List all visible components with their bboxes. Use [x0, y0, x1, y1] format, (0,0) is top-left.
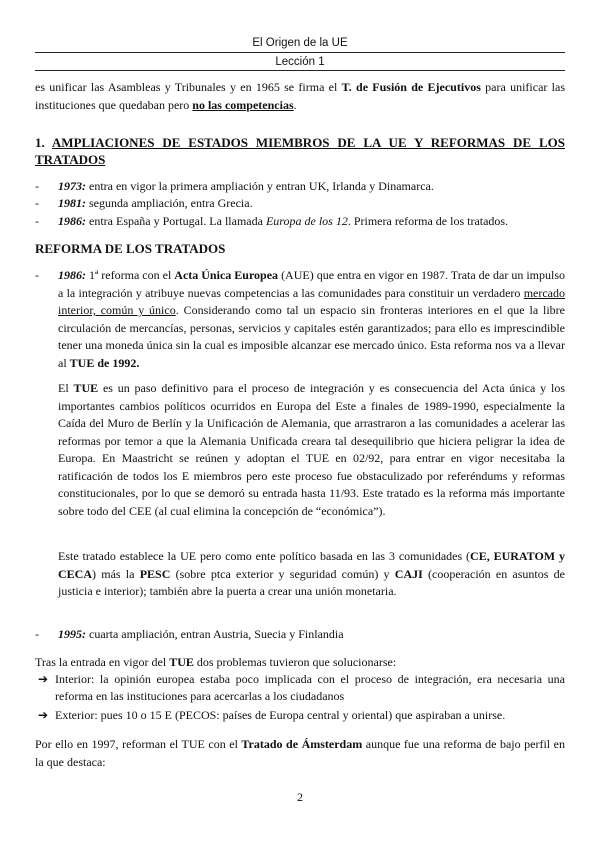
list-item-reform-1995: [35, 626, 565, 644]
arrow-list-text: Exterior: pues 10 o 15 E (PECOS: países de Europa central y oriental) que aspiraban a unirse.: [55, 708, 506, 722]
para-bold-term: PESC: [139, 566, 171, 581]
ue-paragraph: [58, 548, 565, 601]
tue-paragraph: [58, 380, 565, 520]
problems-intro: [35, 654, 565, 672]
header-divider: [35, 52, 565, 53]
list-dash: -: [35, 268, 39, 282]
list-year: 1986:: [58, 268, 86, 282]
list-year: 1981:: [58, 196, 86, 210]
arrow-right-icon: ➔: [38, 672, 49, 686]
intro-bold-term: T. de Fusión de Ejecutivos: [341, 80, 481, 94]
list-year: 1973:: [58, 179, 86, 193]
para-text: El: [58, 381, 74, 395]
subsection-heading: REFORMA DE LOS TRATADOS: [35, 241, 226, 256]
arrow-right-icon: ➔: [38, 708, 49, 722]
list-dash: -: [35, 179, 39, 193]
header-divider-bottom: [35, 70, 565, 71]
intro-text: es unificar las Asambleas y Tribunales y en 1965 se firma el: [35, 80, 342, 94]
para-bold-term: TUE: [169, 655, 194, 669]
para-bold-term: TUE: [73, 381, 99, 395]
list-bold-term: TUE de 1992.: [69, 355, 140, 370]
list-year: 1986:: [58, 214, 86, 228]
para-text: es un paso definitivo para el proceso de integración y es consecuencia del Acta única y los importantes cambios políticos ocurridos en Europa del Este a finales de 1989-1990, especialmente la Caída del Muro de Berlín y la Unificación de Alemania, que arrastraron a las comunidades a acelerar las reformas por temor a que la Alemania Unificada creara tal desequilibrio que hiciera peligrar la idea de Europa. En Maastricht se reúnen y adoptan el TUE en 02/92, para entrar en vigor necesitaba la ratificación de todos los E miembros pero este proceso fue obstaculizado por referéndums y reformas constitucionales, por lo que se demoró su entrada hasta 11/93. Este tratado es la reforma más importante sobre todo del CEE (al cual elimina la concepción de “económica”).: [58, 381, 565, 518]
intro-text: .: [293, 97, 297, 112]
list-dash: -: [35, 214, 39, 228]
list-text: entra en vigor la primera ampliación y entran UK, Irlanda y Dinamarca.: [86, 179, 434, 193]
closing-paragraph: [35, 736, 565, 771]
list-text: segunda ampliación, entra Grecia.: [86, 196, 253, 210]
list-year: 1995:: [58, 627, 86, 641]
intro-underlined-term: no las competencias: [192, 97, 294, 112]
list-dash: -: [35, 196, 39, 210]
arrow-list-item: [35, 707, 565, 724]
list-text: . Primera reforma de los tratados.: [347, 214, 509, 228]
document-header-subtitle: Lección 1: [275, 56, 325, 68]
para-bold-term: CE, EURATOM y CECA: [58, 549, 565, 581]
section-title: AMPLIACIONES DE ESTADOS MIEMBROS DE LA UE Y REFORMAS DE LOS TRATADOS: [35, 135, 565, 167]
para-text: Por ello en 1997, reforman el TUE con el: [35, 737, 242, 751]
list-italic-term: Europa de los 12: [265, 214, 348, 228]
para-bold-term: CAJI: [394, 566, 423, 581]
list-text: cuarta ampliación, entran Austria, Suecia y Finlandia: [86, 627, 344, 641]
list-underlined-term: mercado interior, común y único: [58, 285, 565, 317]
list-item: [35, 213, 565, 231]
para-text: Este tratado establece la UE pero como ente político basada en las 3 comunidades (: [58, 549, 471, 563]
intro-paragraph: [35, 79, 565, 114]
list-text: 1ª reforma con el: [86, 268, 175, 282]
para-text: (cooperación en asuntos de justicia e interior); también abre la puerta a crear una unión monetaria.: [58, 566, 565, 598]
intro-text: para unificar las instituciones que quedaban pero: [35, 80, 566, 112]
list-text: . Considerando como tal un espacio sin fronteras interiores en el que la libre circulación de mercancías, personas, servicios y capitales estén garantizados; para ello es imprescindible tener una moneda única sin la cual es imposible alcanzar ese mercado único. Esta reforma nos va a llevar al: [58, 303, 565, 370]
section-heading: [35, 134, 565, 168]
para-text: aunque fue una reforma de bajo perfil en la que destaca:: [35, 737, 565, 769]
section-number: 1.: [35, 135, 52, 150]
list-text: (AUE) que entra en vigor en 1987. Trata de dar un impulso a la integración y atribuye nuevas competencias a las comunidades para constituir un verdadero: [58, 268, 566, 300]
list-text: entra España y Portugal. La llamada: [86, 214, 266, 228]
list-bold-term: Acta Única Europea: [174, 268, 279, 282]
list-item-reform-1986: [35, 267, 565, 372]
para-text: dos problemas tuvieron que solucionarse:: [193, 655, 397, 669]
arrow-list-item: [35, 671, 565, 704]
para-text: Tras la entrada en vigor del: [35, 655, 170, 669]
para-text: ) más la: [92, 566, 140, 581]
para-bold-term: Tratado de Ámsterdam: [241, 737, 363, 751]
page-number: 2: [297, 790, 303, 804]
list-dash: -: [35, 627, 39, 641]
list-item: [35, 195, 565, 213]
list-item: [35, 178, 565, 196]
para-text: (sobre ptca exterior y seguridad común) y: [170, 566, 395, 581]
arrow-list-text: Interior: la opinión europea estaba poco implicada con el proceso de integración, era necesaria una reforma en las instituciones para acercarlas a los ciudadanos: [55, 672, 565, 703]
document-header-title: El Origen de la UE: [252, 37, 348, 49]
